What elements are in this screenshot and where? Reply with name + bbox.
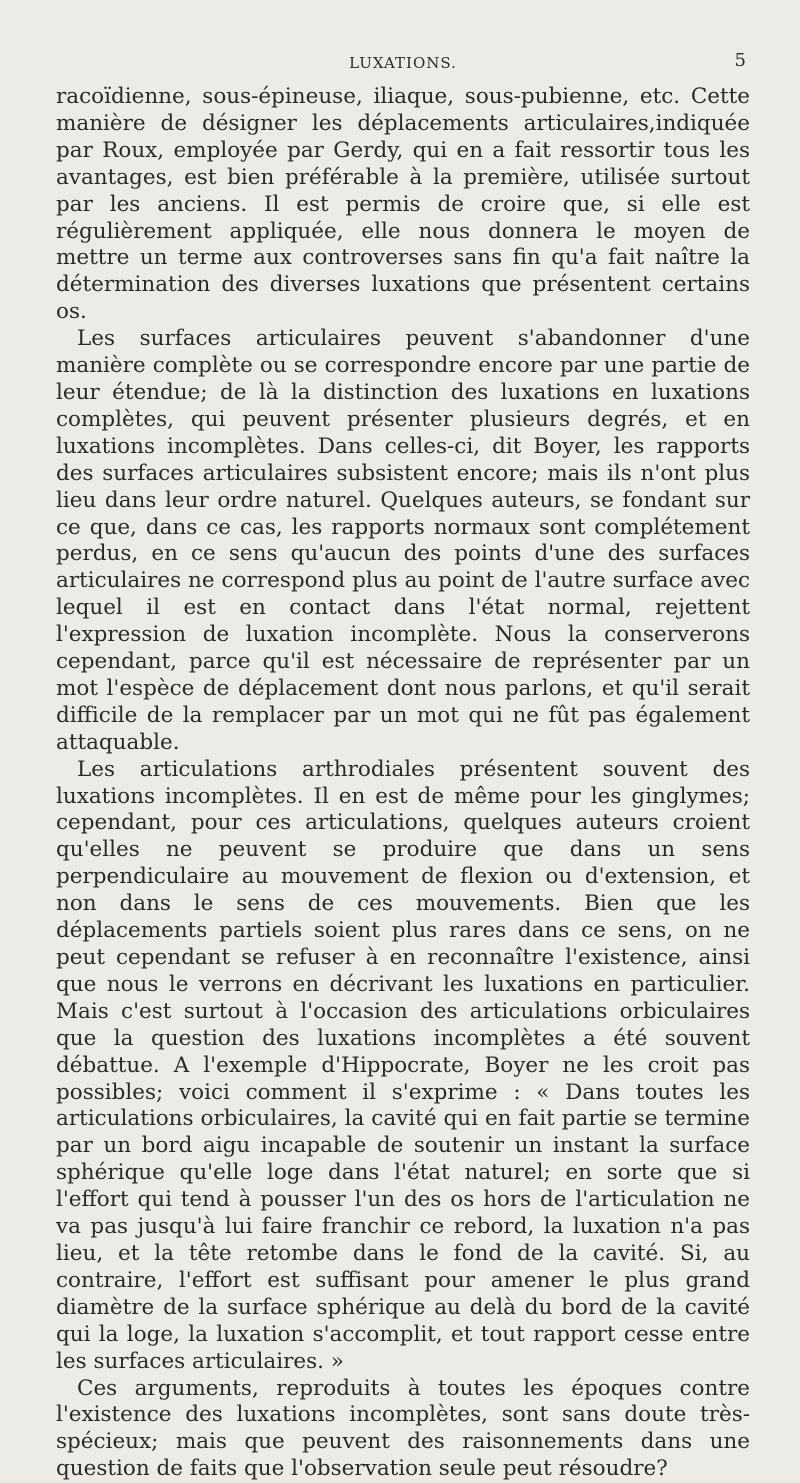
running-title: LUXATIONS.	[56, 54, 750, 72]
body-text	[56, 84, 750, 1483]
paragraph: Les articulations arthrodiales présentent souvent des luxations incomplètes. Il en est de même pour les ginglymes; cependant, pour ces articulations, quelques auteurs croient qu'elles ne peuvent se produire que dans un sens perpendiculaire au mouvement de flexion ou d'extension, et non dans le sens de ces mouvements. Bien que les déplacements partiels soient plus rares dans ce sens, on ne peut cependant se refuser à en reconnaître l'existence, ainsi que nous le verrons en décrivant les luxations en particulier. Mais c'est surtout à l'occasion des articulations orbiculaires que la question des luxations incomplètes a été souvent débattue. A l'exemple d'Hippocrate, Boyer ne les croit pas possibles; voici comment il s'exprime : « Dans toutes les articulations orbiculaires, la cavité qui en fait partie se termine par un bord aigu incapable de soutenir un instant la surface sphérique qu'elle loge dans l'état naturel; en sorte que si l'effort qui tend à pousser l'un des os hors de l'articulation ne va pas jusqu'à lui faire franchir ce rebord, la luxation n'a pas lieu, et la tête retombe dans le fond de la cavité. Si, au contraire, l'effort est suffisant pour amener le plus grand diamètre de la surface sphérique au delà du bord de la cavité qui la loge, la luxation s'accomplit, et tout rapport cesse entre les surfaces articulaires. »	[56, 757, 750, 1376]
page-number: 5	[735, 50, 746, 71]
paragraph: Les surfaces articulaires peuvent s'abandonner d'une manière complète ou se correspondre encore par une partie de leur étendue; de là la distinction des luxations en luxations complètes, qui peuvent présenter plusieurs degrés, et en luxations incomplètes. Dans celles-ci, dit Boyer, les rapports des surfaces articulaires subsistent encore; mais ils n'ont plus lieu dans leur ordre naturel. Quelques auteurs, se fondant sur ce que, dans ce cas, les rapports normaux sont complétement perdus, en ce sens qu'aucun des points d'une des surfaces articulaires ne correspond plus au point de l'autre surface avec lequel il est en contact dans l'état normal, rejettent l'expression de luxation incomplète. Nous la conserverons cependant, parce qu'il est nécessaire de représenter par un mot l'espèce de déplacement dont nous parlons, et qu'il serait difficile de la remplacer par un mot qui ne fût pas également attaquable.	[56, 326, 750, 757]
paragraph: racoïdienne, sous-épineuse, iliaque, sous-pubienne, etc. Cette manière de désigner les déplacements articulaires,indiquée par Roux, employée par Gerdy, qui en a fait ressortir tous les avantages, est bien préférable à la première, utilisée surtout par les anciens. Il est permis de croire que, si elle est régulièrement appliquée, elle nous donnera le moyen de mettre un terme aux controverses sans fin qu'a fait naître la détermination des diverses luxations que présentent certains os.	[56, 84, 750, 326]
running-head	[56, 16, 750, 50]
paragraph: Ces arguments, reproduits à toutes les époques contre l'existence des luxations incomplètes, sont sans doute très-spécieux; mais que peuvent des raisonnements dans une question de faits que l'observation seule peut résoudre?	[56, 1376, 750, 1483]
